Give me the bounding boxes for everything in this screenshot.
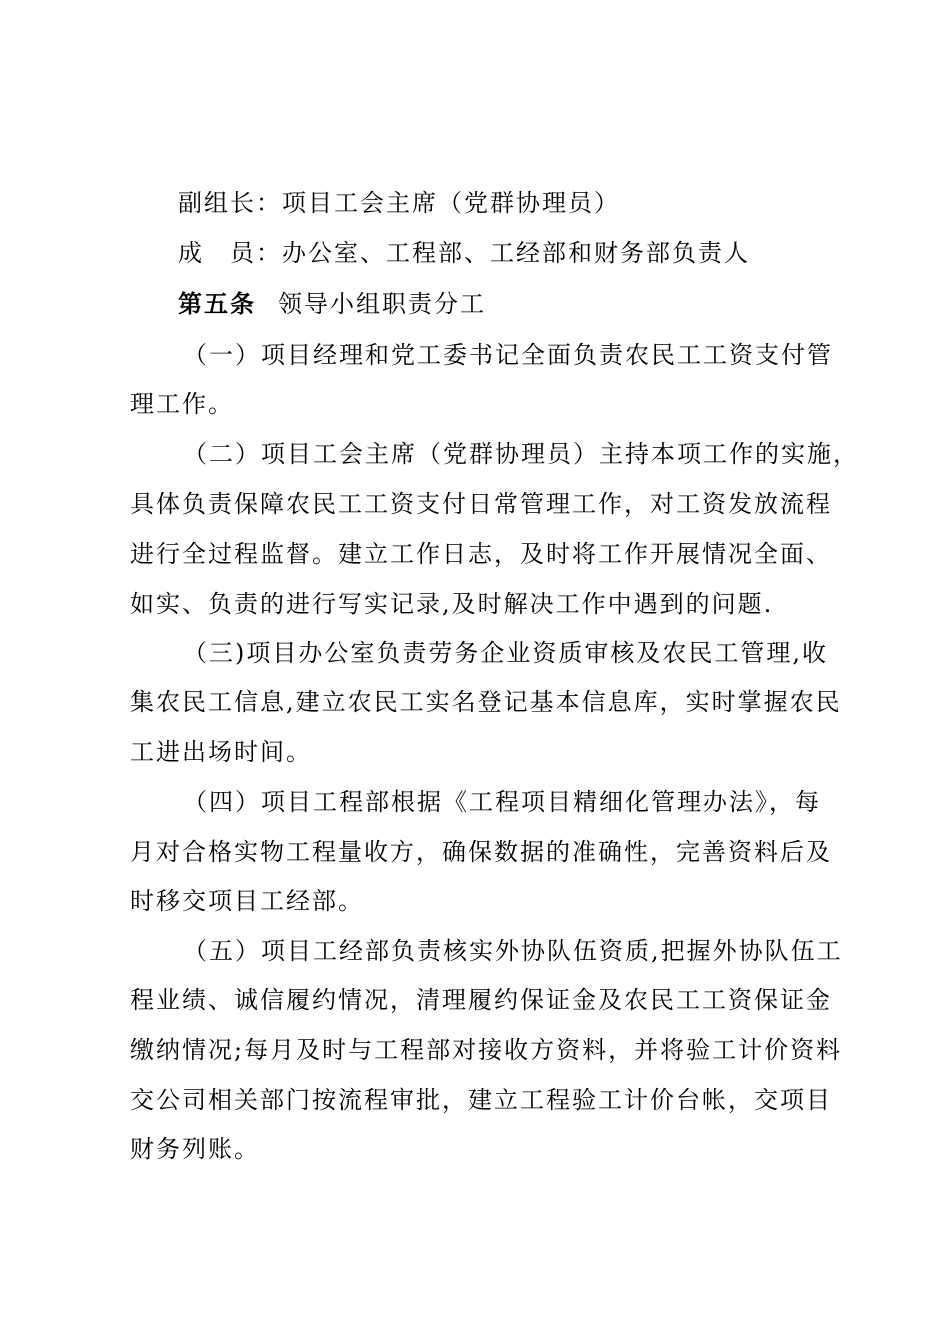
members-text: 员：办公室、工程部、工经部和财务部负责人	[230, 239, 750, 267]
paragraph-5-line-3: 缴纳情况;每月及时与工程部对接收方资料，并将验工计价资料	[130, 1036, 843, 1064]
members-line	[178, 238, 878, 268]
paragraph-4-line-1: （四）项目工程部根据《工程项目精细化管理办法》，每	[183, 788, 821, 816]
paragraph-2-line-1: （二）项目工会主席（党群协理员）主持本项工作的实施，	[183, 440, 859, 468]
paragraph-2-line-2: 具体负责保障农民工工资支付日常管理工作，对工资发放流程	[130, 490, 832, 518]
paragraph-1-line-1: （一）项目经理和党工委书记全面负责农民工工资支付管	[183, 341, 833, 369]
paragraph-3-line-1: （三)项目办公室负责劳务企业资质审核及农民工管理,收	[183, 639, 828, 667]
paragraph-2-line-3: 进行全过程监督。建立工作日志，及时将工作开展情况全面、	[130, 540, 832, 568]
paragraph-4-line-3: 时移交项目工经部。	[130, 887, 364, 915]
paragraph-5-line-2: 程业绩、诚信履约情况，清理履约保证金及农民工工资保证金	[130, 986, 832, 1014]
paragraph-2-line-4: 如实、负责的进行写实记录,及时解决工作中遇到的问题.	[130, 590, 774, 618]
article-title: 领导小组职责分工	[278, 290, 486, 318]
members-label-char: 成	[178, 239, 204, 267]
paragraph-4-line-2: 月对合格实物工程量收方，确保数据的准确性，完善资料后及	[130, 838, 832, 866]
paragraph-5-line-5: 财务列账。	[130, 1135, 260, 1163]
paragraph-5-line-4: 交公司相关部门按流程审批，建立工程验工计价台帐，交项目	[130, 1086, 832, 1114]
paragraph-3-line-3: 工进出场时间。	[130, 738, 312, 766]
article-number: 第五条	[178, 289, 256, 318]
vice-leader-line: 副组长：项目工会主席（党群协理员）	[178, 189, 620, 217]
paragraph-3-line-2: 集农民工信息,建立农民工实名登记基本信息库，实时掌握农民	[130, 688, 842, 716]
article-heading	[178, 289, 878, 319]
paragraph-1-line-2: 理工作。	[130, 390, 234, 418]
paragraph-5-line-1: （五）项目工经部负责核实外协队伍资质,把握外协队伍工	[183, 937, 843, 965]
